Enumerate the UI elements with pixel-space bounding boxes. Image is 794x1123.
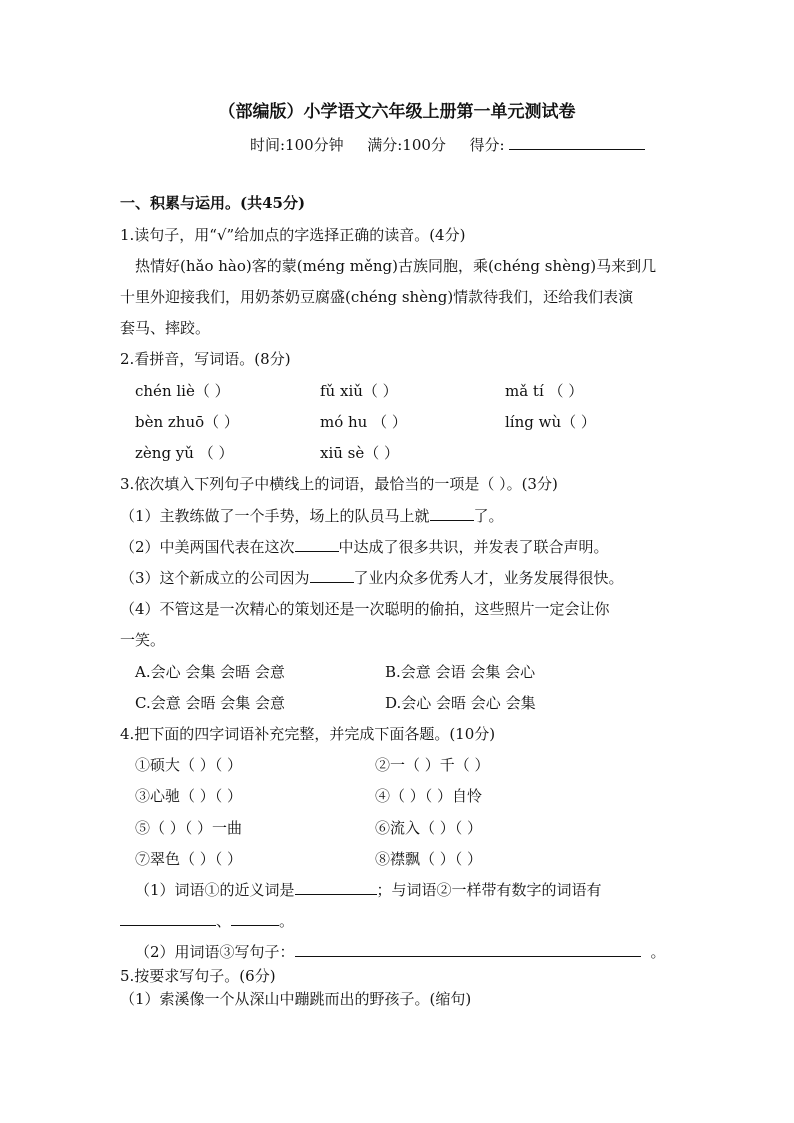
question-3-sentence: （2）中美两国代表在这次 中达成了很多共识，并发表了联合声明。 xyxy=(120,538,609,556)
exam-info xyxy=(250,135,645,155)
section-heading: 一、积累与运用。(共45分) xyxy=(120,194,306,212)
question-1-text-line: 热情好(hǎo hào)客的蒙(méng měng)古族同胞，乘(chéng shèng)马来到几 xyxy=(135,257,657,275)
pinyin-item[interactable]: bèn zhuō（ ） xyxy=(135,413,239,431)
pinyin-item[interactable]: mó hu （ ） xyxy=(320,413,407,431)
idiom-item[interactable]: ③心驰（ ）（ ） xyxy=(135,787,243,805)
question-1-text-line: 套马、摔跤。 xyxy=(120,319,211,337)
pinyin-item[interactable]: fǔ xiǔ（ ） xyxy=(320,382,398,400)
page-title: （部编版）小学语文六年级上册第一单元测试卷 xyxy=(218,102,576,122)
score-blank[interactable] xyxy=(509,135,645,150)
full-score-label: 满分:100分 xyxy=(367,136,446,154)
question-4-stem: 4.把下面的四字词语补充完整，并完成下面各题。(10分) xyxy=(120,725,496,743)
pinyin-item[interactable]: líng wù（ ） xyxy=(505,413,596,431)
idiom-item[interactable]: ②一（ ）千（ ） xyxy=(375,756,490,774)
question-4-sub-1: （1）词语①的近义词是 ；与词语②一样带有数字的词语有 xyxy=(135,881,602,899)
option-c[interactable]: C.会意 会晤 会集 会意 xyxy=(135,694,286,712)
question-4-sub-1-cont: 、 。 xyxy=(120,911,294,931)
fill-blank[interactable] xyxy=(295,942,641,957)
fill-blank[interactable] xyxy=(295,537,339,552)
question-5-stem: 5.按要求写句子。(6分) xyxy=(120,967,276,985)
idiom-item[interactable]: ⑦翠色（ ）（ ） xyxy=(135,850,243,868)
idiom-item[interactable]: ④（ ）（ ）自怜 xyxy=(375,787,483,805)
idiom-item[interactable]: ⑤（ ）（ ）一曲 xyxy=(135,819,243,837)
idiom-item[interactable]: ①硕大（ ）（ ） xyxy=(135,756,243,774)
question-3-sentence: （4）不管这是一次精心的策划还是一次聪明的偷拍，这些照片一定会让你 xyxy=(120,600,610,618)
fill-blank[interactable] xyxy=(310,568,354,583)
fill-blank[interactable] xyxy=(430,506,474,521)
question-1-text-line: 十里外迎接我们，用奶茶奶豆腐盛(chéng shèng)情款待我们，还给我们表演 xyxy=(120,288,634,306)
score-label: 得分: xyxy=(469,136,505,154)
fill-blank[interactable] xyxy=(295,880,377,895)
fill-blank[interactable] xyxy=(120,911,216,926)
pinyin-item[interactable]: chén liè（ ） xyxy=(135,382,230,400)
pinyin-item[interactable]: xiū sè（ ） xyxy=(320,444,400,462)
pinyin-item[interactable]: mǎ tí （ ） xyxy=(505,382,584,400)
question-1-stem: 1.读句子，用“√”给加点的字选择正确的读音。(4分) xyxy=(120,226,466,244)
question-3-sentence: 一笑。 xyxy=(120,631,166,649)
question-3-sentence: （3）这个新成立的公司因为 了业内众多优秀人才，业务发展得很快。 xyxy=(120,569,624,587)
time-label: 时间:100分钟 xyxy=(250,136,344,154)
fill-blank[interactable] xyxy=(231,911,279,926)
idiom-item[interactable]: ⑧襟飘（ ）（ ） xyxy=(375,850,483,868)
option-a[interactable]: A.会心 会集 会晤 会意 xyxy=(135,663,285,681)
idiom-item[interactable]: ⑥流入（ ）（ ） xyxy=(375,819,483,837)
question-4-sub-2: （2）用词语③写句子： 。 xyxy=(135,943,666,961)
pinyin-item[interactable]: zèng yǔ （ ） xyxy=(135,444,234,462)
question-3-sentence: （1）主教练做了一个手势，场上的队员马上就 了。 xyxy=(120,507,504,525)
question-3-stem: 3.依次填入下列句子中横线上的词语，最恰当的一项是（ ）。(3分) xyxy=(120,475,558,493)
question-2-stem: 2.看拼音，写词语。(8分) xyxy=(120,350,291,368)
option-d[interactable]: D.会心 会晤 会心 会集 xyxy=(385,694,536,712)
option-b[interactable]: B.会意 会语 会集 会心 xyxy=(385,663,536,681)
question-5-sentence: （1）索溪像一个从深山中蹦跳而出的野孩子。(缩句) xyxy=(120,990,472,1008)
